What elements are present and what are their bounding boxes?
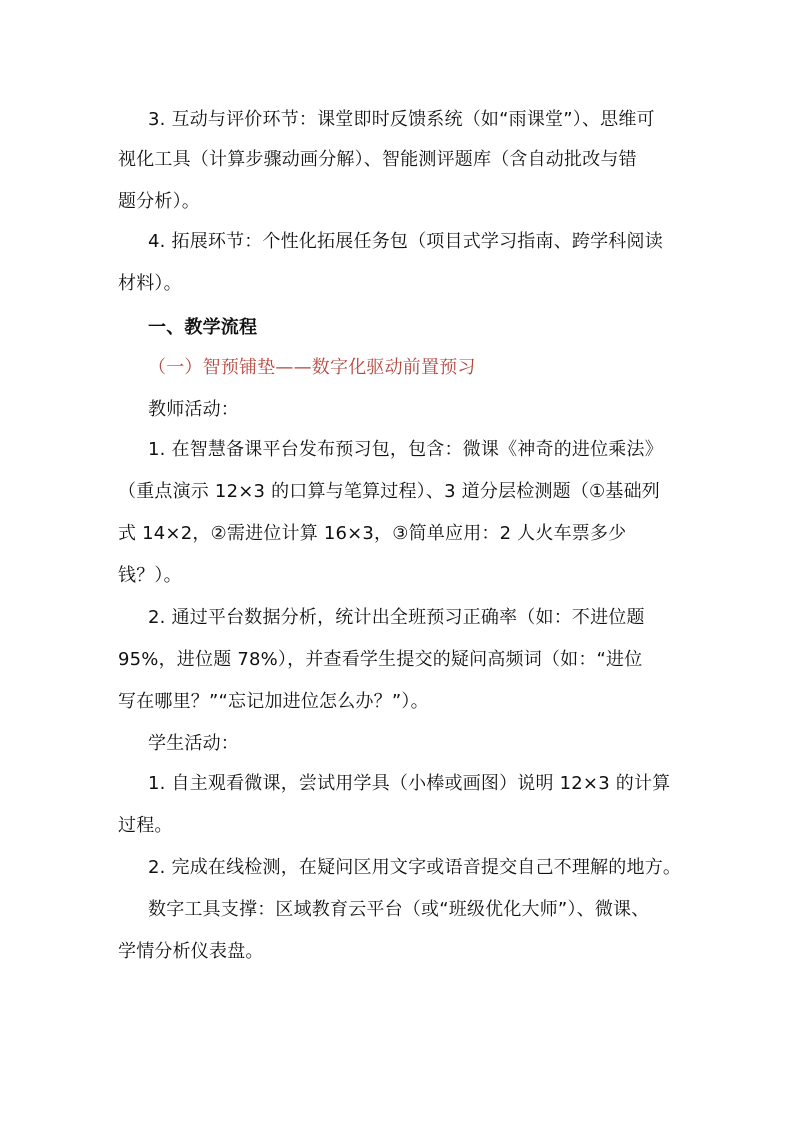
paragraph-extension-line-1: 4. 拓展环节：个性化拓展任务包（项目式学习指南、跨学科阅读 bbox=[148, 231, 663, 252]
student-item-2: 2. 完成在线检测，在疑问区用文字或语音提交自己不理解的地方。 bbox=[148, 857, 682, 878]
digital-tools-line-2: 学情分析仪表盘。 bbox=[118, 941, 264, 962]
paragraph-interaction-line-3: 题分析）。 bbox=[118, 191, 200, 212]
paragraph-interaction-line-2: 视化工具（计算步骤动画分解）、智能测评题库（含自动批改与错 bbox=[118, 149, 637, 170]
teacher-item-2-line-2: 95%，进位题 78%），并查看学生提交的疑问高频词（如：“进位 bbox=[118, 649, 643, 670]
teacher-item-1-line-2: （重点演示 12×3 的口算与笔算过程）、3 道分层检测题（①基础列 bbox=[118, 481, 660, 502]
section-heading: 一、教学流程 bbox=[148, 317, 258, 338]
teacher-item-2-line-1: 2. 通过平台数据分析，统计出全班预习正确率（如：不进位题 bbox=[148, 607, 645, 628]
student-item-1-line-1: 1. 自主观看微课，尝试用学具（小棒或画图）说明 12×3 的计算 bbox=[148, 773, 671, 794]
paragraph-interaction-line-1: 3. 互动与评价环节：课堂即时反馈系统（如“雨课堂”）、思维可 bbox=[148, 109, 655, 130]
subsection-heading: （一）智预铺垫——数字化驱动前置预习 bbox=[148, 357, 476, 378]
teacher-item-1-line-1: 1. 在智慧备课平台发布预习包，包含：微课《神奇的进位乘法》 bbox=[148, 439, 663, 460]
student-activity-label: 学生活动： bbox=[148, 733, 239, 754]
teacher-item-1-line-4: 钱？）。 bbox=[118, 565, 182, 586]
digital-tools-line-1: 数字工具支撑：区域教育云平台（或“班级优化大师”）、微课、 bbox=[148, 899, 650, 920]
paragraph-extension-line-2: 材料）。 bbox=[118, 273, 182, 294]
teacher-activity-label: 教师活动： bbox=[148, 399, 239, 420]
student-item-1-line-2: 过程。 bbox=[118, 815, 173, 836]
teacher-item-1-line-3: 式 14×2，②需进位计算 16×3，③简单应用：2 人火车票多少 bbox=[118, 523, 627, 544]
teacher-item-2-line-3: 写在哪里？”“忘记加进位怎么办？”）。 bbox=[118, 691, 429, 712]
